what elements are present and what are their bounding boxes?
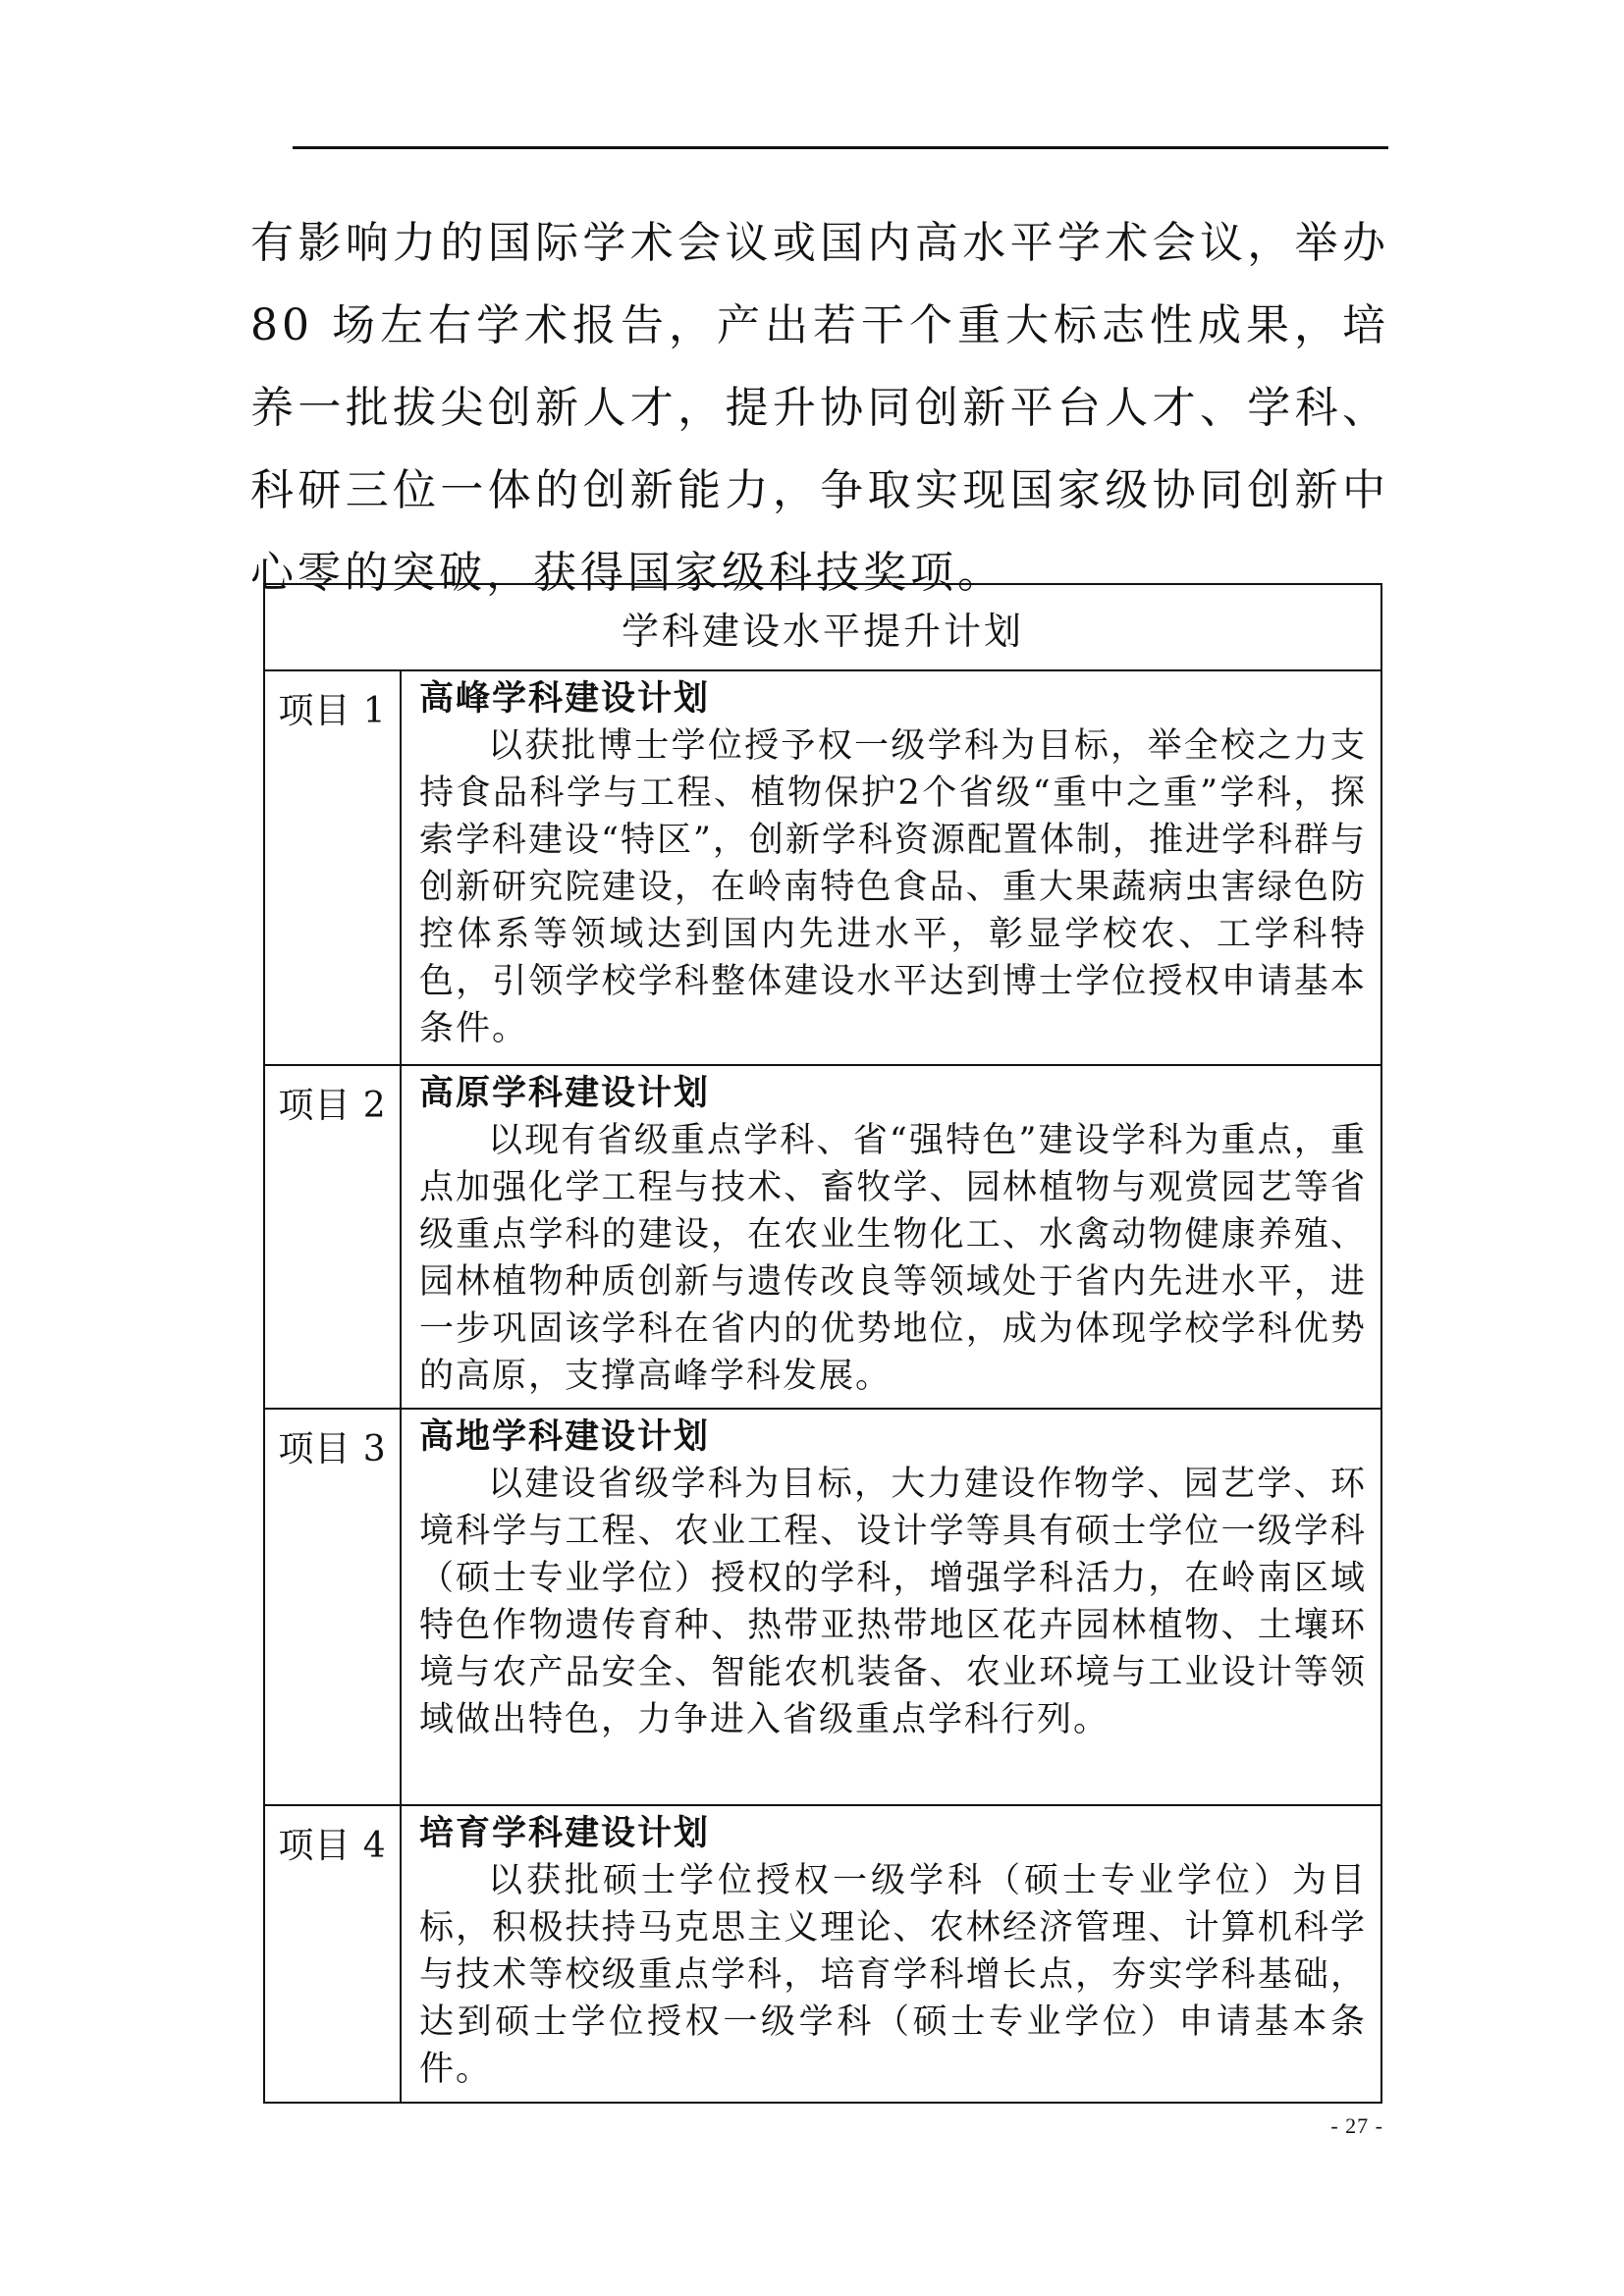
project-description: 以获批硕士学位授权一级学科（硕士专业学位）为目标，积极扶持马克思主义理论、农林经济管理、计算机科学与技术等校级重点学科，培育学科增长点，夯实学科基础，达到硕士学位授权一级学科（硕士专业学位）申请基本条件。: [419, 1861, 1367, 2089]
project-description: 以获批博士学位授予权一级学科为目标，举全校之力支持食品科学与工程、植物保护2个省级“重中之重”学科，探索学科建设“特区”，创新学科资源配置体制，推进学科群与创新研究院建设，在岭南特色食品、重大果蔬病虫害绿色防控体系等领域达到国内先进水平，彰显学校农、工学科特色，引领学校学科整体建设水平达到博士学位授权申请基本条件。: [419, 726, 1367, 1048]
table-row: [264, 1805, 1381, 2103]
project-content: [401, 1409, 1381, 1805]
project-label: 项目 1: [264, 670, 401, 1065]
project-content: [401, 1805, 1381, 2103]
discipline-plan-table: [263, 583, 1382, 2104]
table-title-row: [264, 584, 1381, 670]
table-row: [264, 1409, 1381, 1805]
project-label: 项目 4: [264, 1805, 401, 2103]
project-label: 项目 2: [264, 1065, 401, 1409]
project-content: [401, 1065, 1381, 1409]
project-heading: 高峰学科建设计划: [419, 678, 711, 719]
table-row: [264, 1065, 1381, 1409]
project-heading: 高地学科建设计划: [419, 1416, 711, 1457]
project-content: [401, 670, 1381, 1065]
page-number: - 27 -: [1330, 2113, 1383, 2138]
project-label: 项目 3: [264, 1409, 401, 1805]
project-description: 以现有省级重点学科、省“强特色”建设学科为重点，重点加强化学工程与技术、畜牧学、园林植物与观赏园艺等省级重点学科的建设，在农业生物化工、水禽动物健康养殖、园林植物种质创新与遗传改良等领域处于省内先进水平，进一步巩固该学科在省内的优势地位，成为体现学校学科优势的高原，支撑高峰学科发展。: [419, 1121, 1367, 1396]
project-heading: 培育学科建设计划: [419, 1813, 711, 1853]
header-rule: [293, 146, 1388, 149]
table-row: [264, 670, 1381, 1065]
project-heading: 高原学科建设计划: [419, 1073, 711, 1113]
intro-paragraph: 有影响力的国际学术会议或国内高水平学术会议，举办 80 场左右学术报告，产出若干个重大标志性成果，培养一批拔尖创新人才，提升协同创新平台人才、学科、科研三位一体的创新能力，争取实现国家级协同创新中心零的突破，获得国家级科技奖项。: [250, 218, 1389, 598]
table-title: 学科建设水平提升计划: [264, 584, 1381, 670]
project-description: 以建设省级学科为目标，大力建设作物学、园艺学、环境科学与工程、农业工程、设计学等具有硕士学位一级学科（硕士专业学位）授权的学科，增强学科活力，在岭南区域特色作物遗传育种、热带亚热带地区花卉园林植物、土壤环境与农产品安全、智能农机装备、农业环境与工业设计等领域做出特色，力争进入省级重点学科行列。: [419, 1465, 1367, 1739]
